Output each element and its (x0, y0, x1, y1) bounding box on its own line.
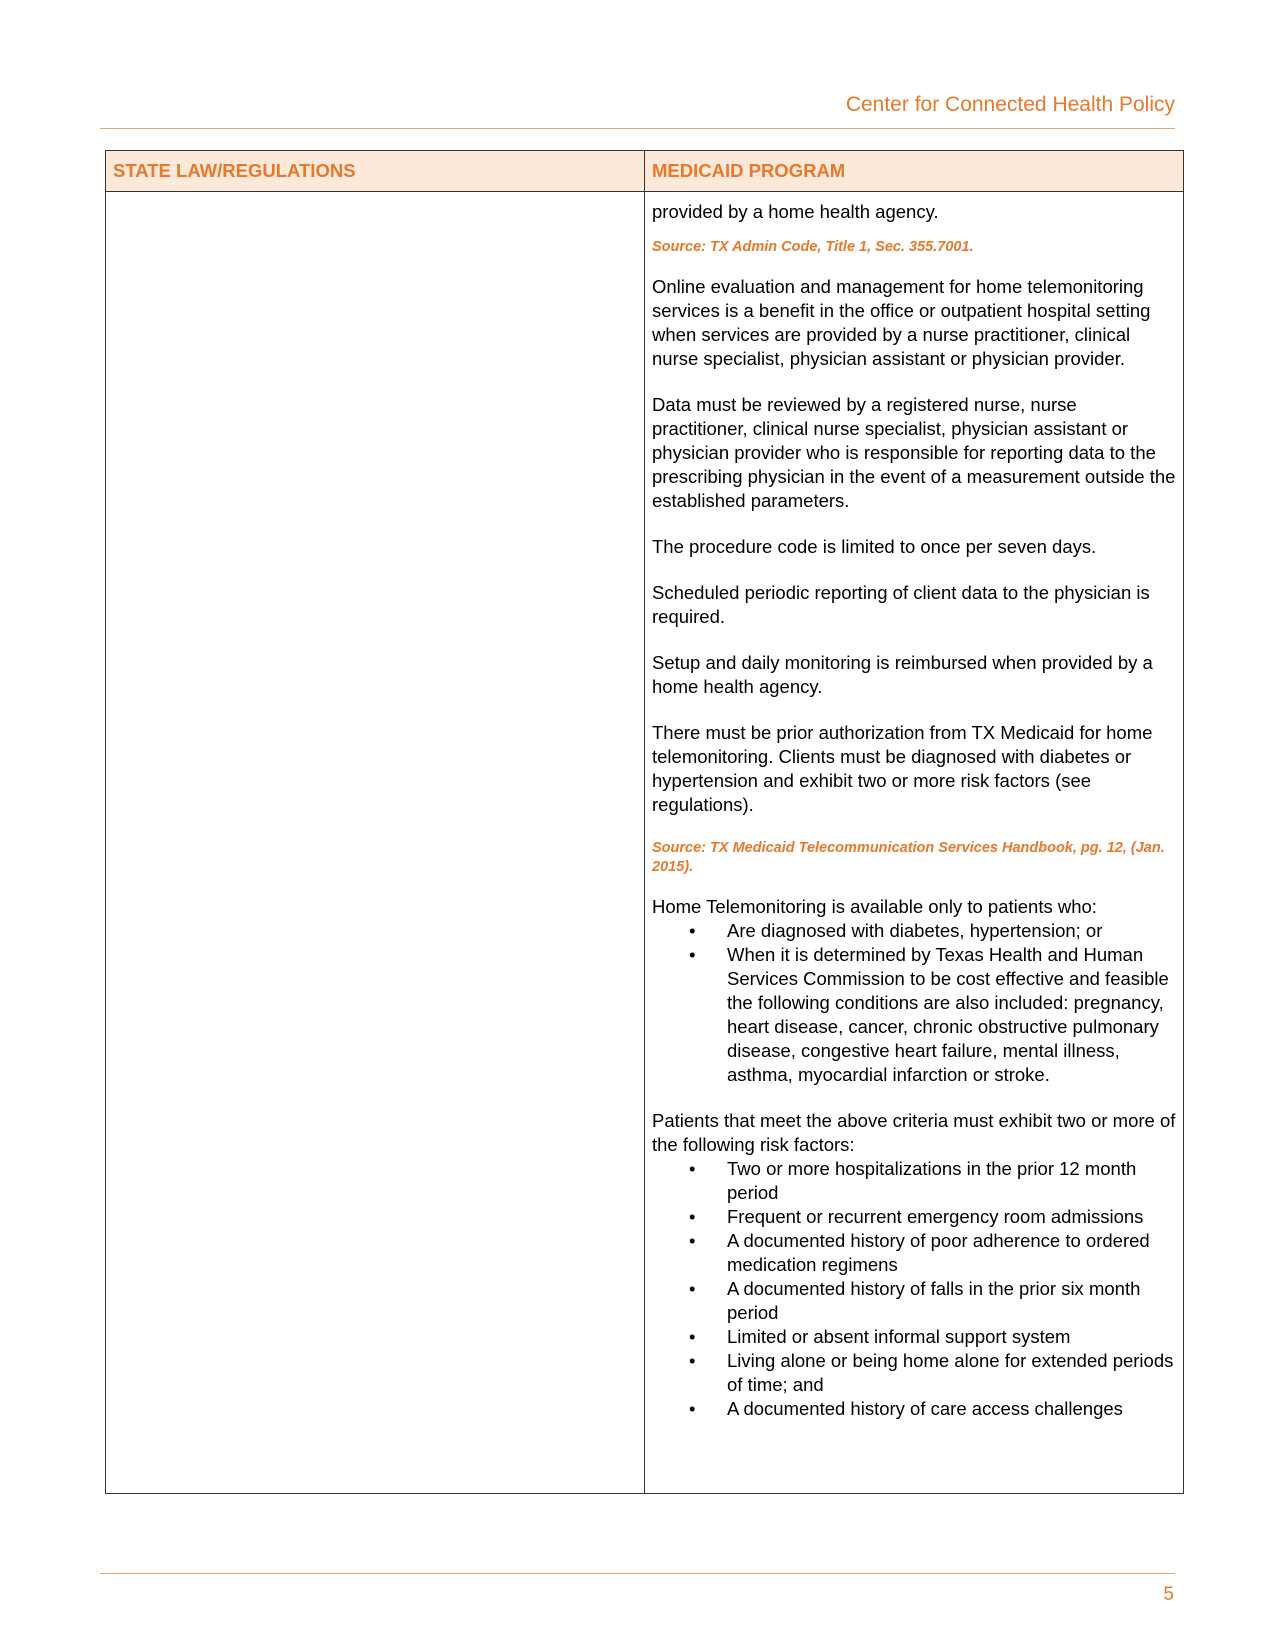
risk-factor-list (652, 1157, 1176, 1421)
list-item: • Limited or absent informal support system (727, 1325, 1176, 1349)
state-law-cell (106, 192, 645, 1494)
list-item: • Living alone or being home alone for extended periods of time; and (727, 1349, 1176, 1397)
header-divider (100, 128, 1175, 129)
footer-divider (100, 1573, 1175, 1574)
source-citation: Source: TX Medicaid Telecommunication Services Handbook, pg. 12, (Jan. 2015). (652, 840, 1165, 875)
list-item: • Are diagnosed with diabetes, hypertension; or (727, 919, 1176, 943)
list-item: • A documented history of poor adherence to ordered medication regimens (727, 1229, 1176, 1277)
paragraph: The procedure code is limited to once per seven days. (652, 536, 1097, 557)
list-item: • A documented history of care access challenges (727, 1397, 1176, 1421)
column-header-medicaid: MEDICAID PROGRAM (645, 151, 1184, 192)
table-row (106, 192, 1184, 1494)
document-header-title: Center for Connected Health Policy (845, 93, 1175, 116)
paragraph: Home Telemonitoring is available only to patients who: (652, 896, 1097, 917)
paragraph: Online evaluation and management for home telemonitoring services is a benefit in the office or outpatient hospital setting when services are provided by a nurse practitioner, clinical nurse specialist, physician assistant or physician provider. (652, 276, 1151, 369)
paragraph: provided by a home health agency. (652, 201, 939, 222)
page-number: 5 (1163, 1584, 1174, 1605)
medicaid-cell (645, 192, 1184, 1494)
list-item: • Frequent or recurrent emergency room admissions (727, 1205, 1176, 1229)
paragraph: There must be prior authorization from TX Medicaid for home telemonitoring. Clients must be diagnosed with diabetes or hypertension and exhibit two or more risk factors (see regulations). (652, 722, 1153, 815)
paragraph: Patients that meet the above criteria must exhibit two or more of the following risk factors: (652, 1110, 1176, 1155)
eligibility-list (652, 919, 1176, 1087)
policy-table (105, 150, 1184, 1494)
list-item: • A documented history of falls in the prior six month period (727, 1277, 1176, 1325)
paragraph: Setup and daily monitoring is reimbursed when provided by a home health agency. (652, 652, 1153, 697)
paragraph: Data must be reviewed by a registered nurse, nurse practitioner, clinical nurse specialist, physician assistant or physician provider who is responsible for reporting data to the prescribing physician in the event of a measurement outside the established parameters. (652, 394, 1176, 511)
source-citation: Source: TX Admin Code, Title 1, Sec. 355.7001. (652, 239, 974, 255)
column-header-state-law: STATE LAW/REGULATIONS (106, 151, 645, 192)
table-header-row (106, 151, 1184, 192)
paragraph: Scheduled periodic reporting of client data to the physician is required. (652, 582, 1150, 627)
list-item: • Two or more hospitalizations in the prior 12 month period (727, 1157, 1176, 1205)
list-item: • When it is determined by Texas Health and Human Services Commission to be cost effective and feasible the following conditions are also included: pregnancy, heart disease, cancer, chronic obstructive pulmonary disease, congestive heart failure, mental illness, asthma, myocardial infarction or stroke. (727, 943, 1176, 1087)
